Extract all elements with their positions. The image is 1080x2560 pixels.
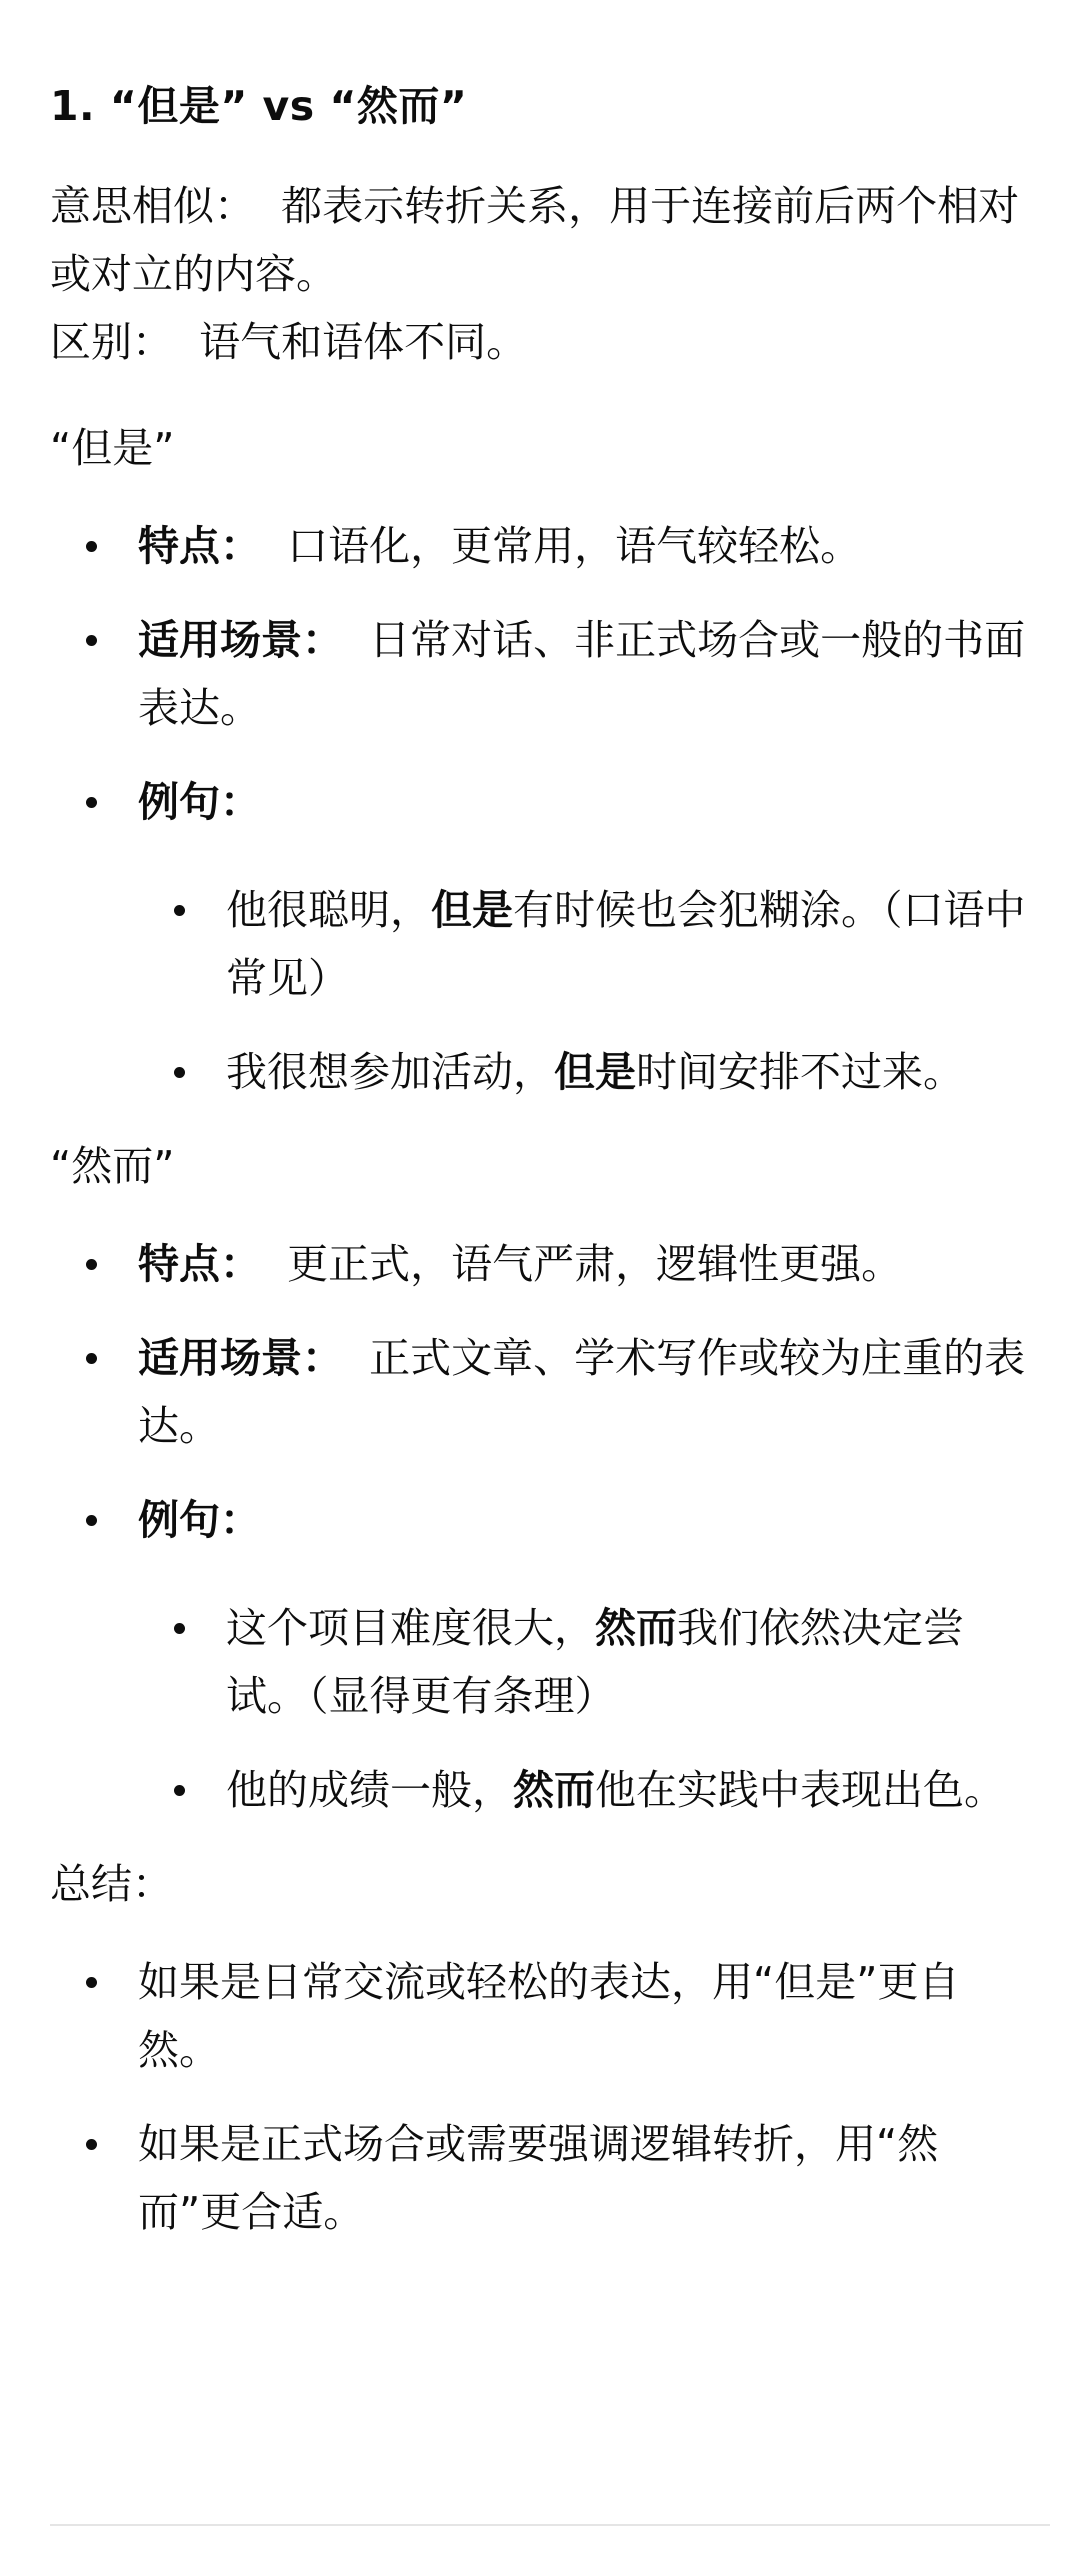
bullet-dot-icon (86, 797, 97, 808)
scene-text: 正式文章、学术写作或较为庄重的表达。 (138, 1334, 1026, 1450)
difference-label: 区别： (50, 318, 173, 366)
example-after: 时间安排不过来。 (636, 1048, 964, 1096)
section-heading: 1. “但是” vs “然而” (50, 82, 468, 130)
example-sentence (50, 1038, 1030, 1106)
example-sentence (50, 1594, 1030, 1730)
intro-block (50, 172, 1030, 376)
raner-examples (50, 1594, 1030, 1824)
bullet-dot-icon (174, 905, 185, 916)
example-before: 我很想参加活动， (226, 1048, 554, 1096)
raner-scene-item (50, 1324, 1030, 1460)
raner-feature-item (50, 1230, 1030, 1298)
example-before: 这个项目难度很大， (226, 1604, 595, 1652)
bullet-dot-icon (174, 1785, 185, 1796)
example-after: 我们依然决定尝试。（显得更有条理） (226, 1604, 964, 1720)
raner-list (50, 1230, 1030, 1824)
meaning-text: 都表示转折关系，用于连接前后两个相对或对立的内容。 (50, 182, 1020, 298)
bullet-dot-icon (86, 1977, 97, 1988)
example-keyword: 但是 (554, 1048, 636, 1096)
danshi-title: “但是” (50, 424, 175, 472)
example-label: 例句： (138, 1496, 261, 1544)
raner-example-item (50, 1486, 1030, 1824)
summary-item (50, 2110, 1030, 2246)
bullet-dot-icon (86, 1353, 97, 1364)
danshi-scene-item (50, 606, 1030, 742)
summary-text: 如果是正式场合或需要强调逻辑转折，用“然而”更合适。 (138, 2120, 939, 2236)
scene-label: 适用场景： (138, 616, 343, 664)
difference-line (50, 308, 1030, 376)
bullet-dot-icon (86, 541, 97, 552)
danshi-example-item (50, 768, 1030, 1106)
example-keyword: 然而 (513, 1766, 595, 1814)
meaning-label: 意思相似： (50, 182, 255, 230)
scene-label: 适用场景： (138, 1334, 343, 1382)
danshi-list (50, 512, 1030, 1106)
example-after: 有时候也会犯糊涂。（口语中常见） (226, 886, 1026, 1002)
example-before: 他很聪明， (226, 886, 431, 934)
feature-label: 特点： (138, 1240, 261, 1288)
example-keyword: 但是 (431, 886, 513, 934)
bullet-dot-icon (174, 1067, 185, 1078)
summary-list (50, 1948, 1030, 2246)
bullet-dot-icon (86, 635, 97, 646)
bullet-dot-icon (86, 1515, 97, 1526)
example-after: 他在实践中表现出色。 (595, 1766, 1005, 1814)
scene-text: 日常对话、非正式场合或一般的书面表达。 (138, 616, 1026, 732)
summary-text: 如果是日常交流或轻松的表达，用“但是”更自然。 (138, 1958, 960, 2074)
bullet-dot-icon (86, 1259, 97, 1270)
difference-text: 语气和语体不同。 (199, 318, 528, 366)
summary-title: 总结： (50, 1860, 173, 1908)
raner-title: “然而” (50, 1142, 175, 1190)
feature-label: 特点： (138, 522, 261, 570)
example-before: 他的成绩一般， (226, 1766, 513, 1814)
feature-text: 更正式，语气严肃，逻辑性更强。 (287, 1240, 903, 1288)
example-sentence (50, 1756, 1030, 1824)
danshi-examples (50, 876, 1030, 1106)
example-keyword: 然而 (595, 1604, 677, 1652)
example-label: 例句： (138, 778, 261, 826)
meaning-line (50, 172, 1030, 308)
bullet-dot-icon (174, 1623, 185, 1634)
divider (50, 2524, 1050, 2526)
bullet-dot-icon (86, 2139, 97, 2150)
danshi-feature-item (50, 512, 1030, 580)
feature-text: 口语化，更常用，语气较轻松。 (287, 522, 862, 570)
summary-item (50, 1948, 1030, 2084)
example-sentence (50, 876, 1030, 1012)
